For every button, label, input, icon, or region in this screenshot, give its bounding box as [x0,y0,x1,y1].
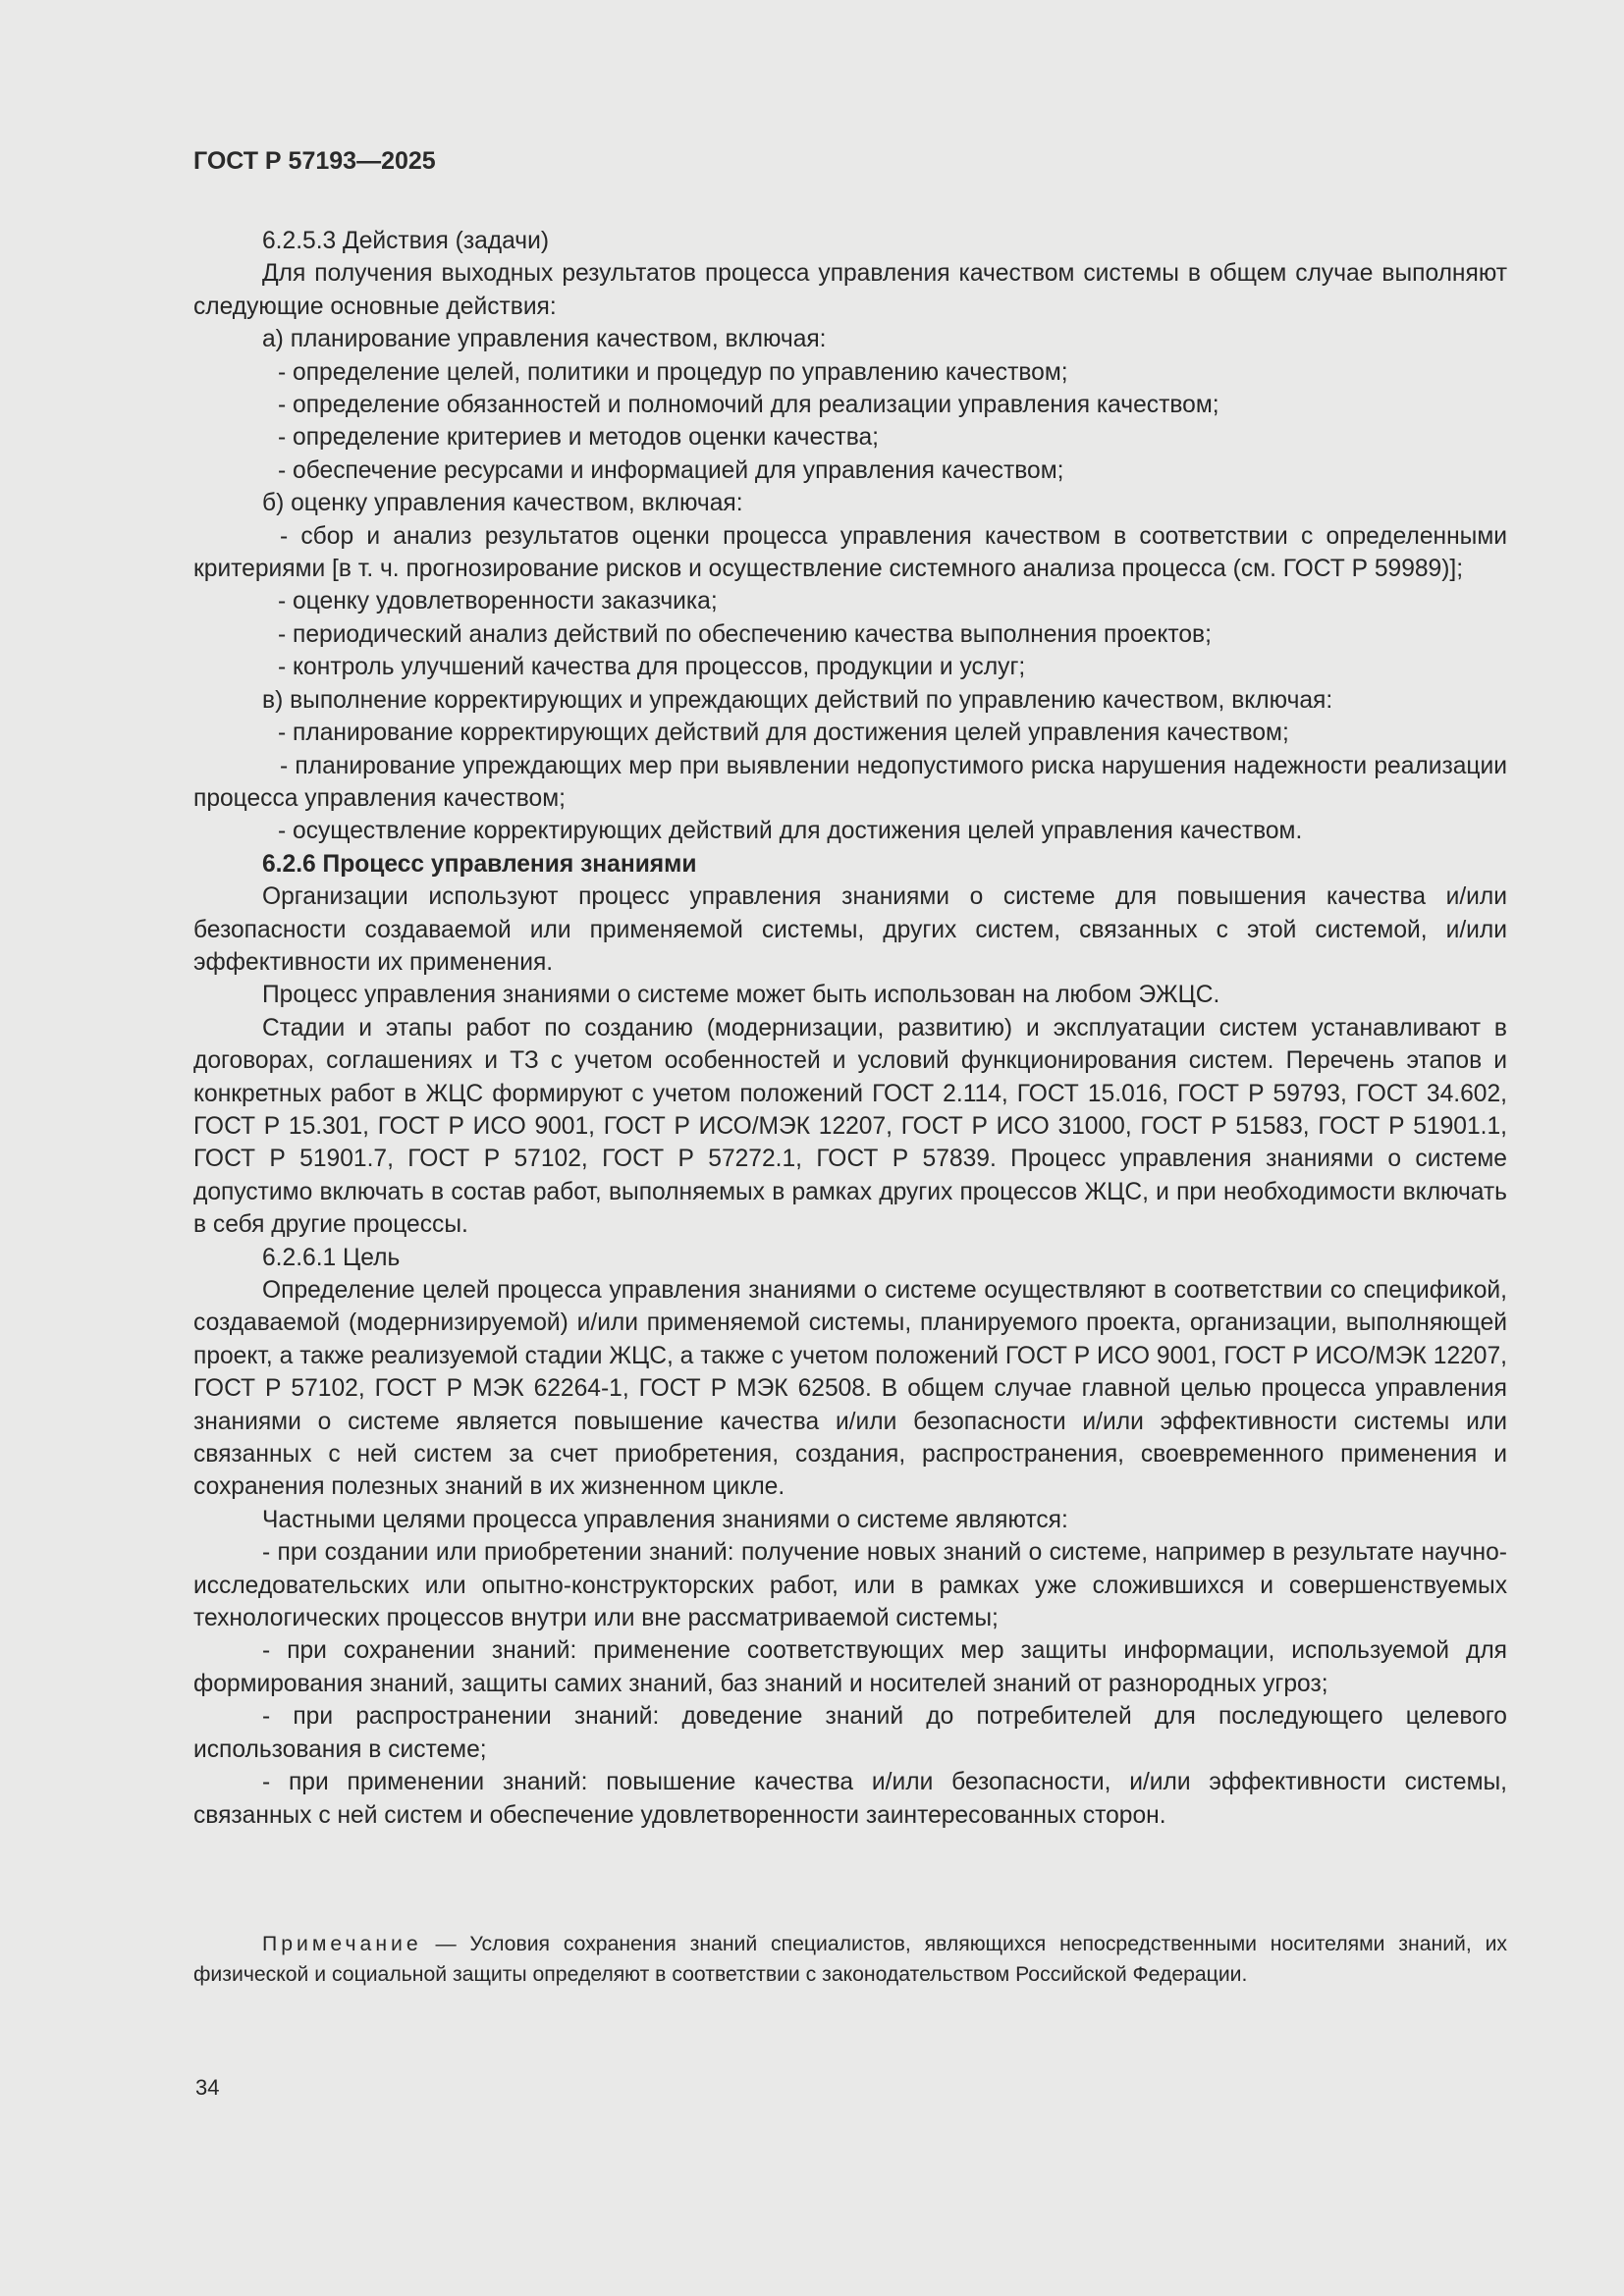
paragraph: - при создании или приобретении знаний: получение новых знаний о системе, например в результате научно-исследовательских или опытно-конструкторских работ, или в рамках уже сложившихся и совершенствуемых технологических процессов внутри или вне рассматриваемой системы; [193,1539,1507,1632]
paragraph: - контроль улучшений качества для процессов, продукции и услуг; [278,654,1026,681]
paragraph: - осуществление корректирующих действий для достижения целей управления качеством. [278,818,1303,845]
paragraph: - планирование корректирующих действий для достижения целей управления качеством; [278,720,1289,747]
paragraph: - определение целей, политики и процедур по управлению качеством; [278,358,1068,386]
paragraph: Организации используют процесс управления знаниями о системе для повышения качества и/или безопасности создаваемой или применяемой системы, других систем, связанных с этой системой, и/или эффективности их применения. [193,883,1507,976]
paragraph: Частными целями процесса управления знаниями о системе являются: [262,1506,1068,1533]
note-text: — Условия сохранения знаний специалистов, являющихся непосредственными носителями знаний, их физической и социальной защиты определяют в соответствии с законодательством Российской Федерации. [193,1933,1507,1986]
paragraph: Для получения выходных результатов процесса управления качеством системы в общем случае выполняют следующие основные действия: [193,260,1507,320]
paragraph: а) планирование управления качеством, включая: [262,326,827,353]
paragraph: - обеспечение ресурсами и информацией для управления качеством; [278,456,1064,484]
paragraph: Стадии и этапы работ по созданию (модернизации, развитию) и эксплуатации систем устанавливают в договорах, соглашениях и ТЗ с учетом особенностей и условий функционирования систем. Перечень этапов и конкретных работ в ЖЦС формируют с учетом положений ГОСТ 2.114, ГОСТ 15.016, ГОСТ Р 59793, ГОСТ 34.602, ГОСТ Р 15.301, ГОСТ Р ИСО 9001, ГОСТ Р ИСО/МЭК 12207, ГОСТ Р ИСО 31000, ГОСТ Р 51583, ГОСТ Р 51901.1, ГОСТ Р 51901.7, ГОСТ Р 57102, ГОСТ Р 57272.1, ГОСТ Р 57839. Процесс управления знаниями о системе допустимо включать в состав работ, выполняемых в рамках других процессов ЖЦС, и при необходимости включать в себя другие процессы. [193,1014,1507,1239]
paragraph: 6.2.6.1 Цель [262,1244,401,1271]
body-text [193,225,1507,1832]
note-label: Примечание [262,1933,422,1956]
paragraph: - при сохранении знаний: применение соответствующих мер защиты информации, используемой для формирования знаний, защиты самих знаний, баз знаний и носителей знаний от разнородных угроз; [193,1637,1507,1697]
paragraph: - периодический анализ действий по обеспечению качества выполнения проектов; [278,620,1212,648]
paragraph: Определение целей процесса управления знаниями о системе осуществляют в соответствии со спецификой, создаваемой (модернизируемой) и/или применяемой системы, планируемого проекта, организации, выполняющей проект, а также реализуемой стадии ЖЦС, а также с учетом положений ГОСТ Р ИСО 9001, ГОСТ Р ИСО/МЭК 12207, ГОСТ Р 57102, ГОСТ Р МЭК 62264-1, ГОСТ Р МЭК 62508. В общем случае главной целью процесса управления знаниями о системе является повышение качества и/или безопасности и/или эффективности системы или связанных с ней систем за счет приобретения, создания, распространения, своевременного применения и сохранения полезных знаний в их жизненном цикле. [193,1277,1507,1501]
paragraph: б) оценку управления качеством, включая: [262,490,743,517]
paragraph: 6.2.5.3 Действия (задачи) [262,228,550,254]
paragraph: - определение обязанностей и полномочий для реализации управления качеством; [278,392,1219,419]
document-header: ГОСТ Р 57193—2025 [193,147,436,175]
paragraph: - при применении знаний: повышение качества и/или безопасности, и/или эффективности системы, связанных с ней систем и обеспечение удовлетворенности заинтересованных сторон. [193,1769,1507,1829]
section-heading: 6.2.6 Процесс управления знаниями [262,850,697,878]
paragraph: в) выполнение корректирующих и упреждающих действий по управлению качеством, включая: [262,686,1333,714]
page-number: 34 [195,2075,220,2100]
paragraph: - сбор и анализ результатов оценки процесса управления качеством в соответствии с определенными критериями [в т. ч. прогнозирование рисков и осуществление системного анализа процесса (см. ГОСТ Р 59989)]; [193,522,1507,583]
paragraph: - оценку удовлетворенности заказчика; [278,588,718,615]
note [193,1930,1507,1990]
paragraph: - планирование упреждающих мер при выявлении недопустимого риска нарушения надежности реализации процесса управления качеством; [193,752,1507,812]
paragraph: - определение критериев и методов оценки качества; [278,424,879,452]
paragraph: - при распространении знаний: доведение знаний до потребителей для последующего целевого использования в системе; [193,1703,1507,1763]
paragraph: Процесс управления знаниями о системе может быть использован на любом ЭЖЦС. [262,982,1220,1009]
